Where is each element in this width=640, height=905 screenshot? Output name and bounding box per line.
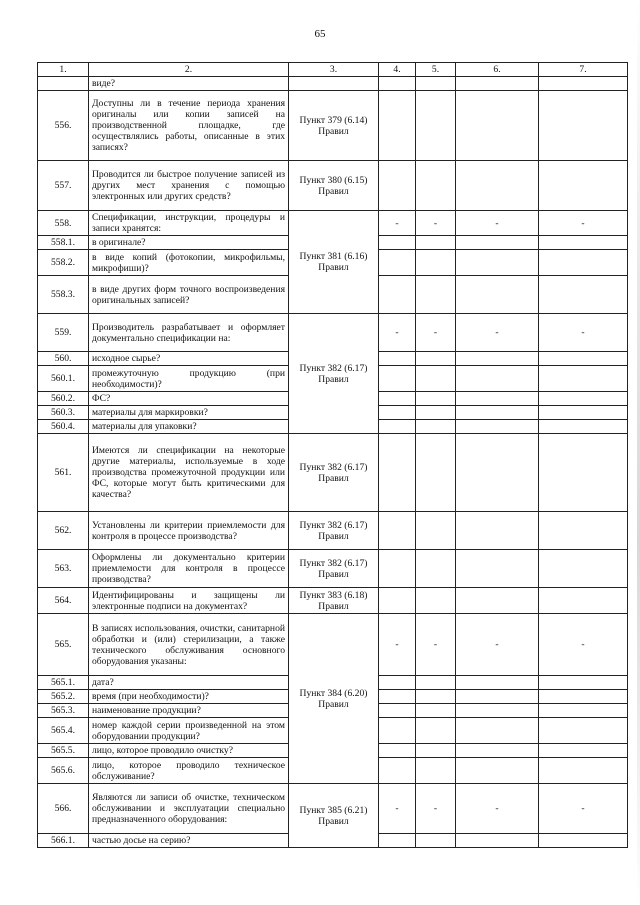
- table-row: [38, 161, 628, 211]
- table-row: [38, 614, 628, 676]
- dash-mark: -: [416, 614, 456, 676]
- column-header: 6.: [456, 63, 539, 77]
- item-number: 560.1.: [38, 366, 89, 392]
- item-number: 565.: [38, 614, 89, 676]
- item-number: 561.: [38, 434, 89, 512]
- item-number: 565.3.: [38, 704, 89, 718]
- item-number: 556.: [38, 91, 89, 161]
- item-reference: Пункт 382 (6.17) Правил: [289, 434, 379, 512]
- dash-mark: -: [379, 211, 416, 236]
- dash-mark: -: [379, 614, 416, 676]
- dash-mark: -: [539, 211, 628, 236]
- item-question: лицо, которое проводило очистку?: [89, 744, 289, 758]
- column-header: 3.: [289, 63, 379, 77]
- table-row: [38, 588, 628, 614]
- column-header: 1.: [38, 63, 89, 77]
- item-question: Проводится ли быстрое получение записей из других мест хранения с помощью электронных или других средств?: [89, 161, 289, 211]
- item-question: виде?: [89, 77, 289, 91]
- item-reference: Пункт 383 (6.18) Правил: [289, 588, 379, 614]
- item-question: Имеются ли спецификации на некоторые другие материалы, используемые в ходе производства промежуточной продукции или ФС, которые могут быть критическими для качества?: [89, 434, 289, 512]
- item-number: 563.: [38, 550, 89, 588]
- item-question: Спецификации, инструкции, процедуры и записи хранятся:: [89, 211, 289, 236]
- dash-mark: -: [416, 784, 456, 834]
- item-question: Идентифицированы и защищены ли электронные подписи на документах?: [89, 588, 289, 614]
- column-header: 7.: [539, 63, 628, 77]
- dash-mark: -: [379, 314, 416, 352]
- item-number: 558.: [38, 211, 89, 236]
- item-number: 560.2.: [38, 392, 89, 406]
- item-question: частью досье на серию?: [89, 834, 289, 848]
- item-reference: Пункт 385 (6.21) Правил: [289, 784, 379, 848]
- item-question: Производитель разрабатывает и оформляет документально спецификации на:: [89, 314, 289, 352]
- item-question: материалы для маркировки?: [89, 406, 289, 420]
- dash-mark: -: [416, 314, 456, 352]
- item-question: Оформлены ли документально критерии приемлемости для контроля в процессе производства?: [89, 550, 289, 588]
- item-question: Доступны ли в течение периода хранения оригиналы или копии записей на производственной площадке, где осуществлялись работы, описанные в этих записях?: [89, 91, 289, 161]
- item-number: 558.1.: [38, 236, 89, 250]
- item-number: 560.3.: [38, 406, 89, 420]
- column-header: 2.: [89, 63, 289, 77]
- table-header-row: [38, 63, 628, 77]
- item-number: 565.2.: [38, 690, 89, 704]
- table-row: [38, 91, 628, 161]
- item-reference: Пункт 382 (6.17) Правил: [289, 550, 379, 588]
- dash-mark: -: [456, 614, 539, 676]
- dash-mark: -: [379, 784, 416, 834]
- item-number: 566.1.: [38, 834, 89, 848]
- item-number: 565.4.: [38, 718, 89, 744]
- table-row: [38, 512, 628, 550]
- dash-mark: -: [456, 211, 539, 236]
- item-question: в оригинале?: [89, 236, 289, 250]
- item-reference: Пункт 384 (6.20) Правил: [289, 614, 379, 784]
- dash-mark: -: [539, 314, 628, 352]
- item-number: 558.3.: [38, 276, 89, 314]
- table-row: [38, 314, 628, 352]
- dash-mark: -: [539, 784, 628, 834]
- item-number: 562.: [38, 512, 89, 550]
- item-question: ФС?: [89, 392, 289, 406]
- item-question: Являются ли записи об очистке, техническом обслуживании и эксплуатации специально предназначенного оборудования:: [89, 784, 289, 834]
- dash-mark: -: [456, 784, 539, 834]
- item-question: материалы для упаковки?: [89, 420, 289, 434]
- item-question: промежуточную продукцию (при необходимости)?: [89, 366, 289, 392]
- item-question: В записях использования, очистки, санитарной обработки и (или) стерилизации, а также технического обслуживания основного оборудования указаны:: [89, 614, 289, 676]
- column-header: 5.: [416, 63, 456, 77]
- table-row: [38, 784, 628, 834]
- item-reference: Пункт 381 (6.16) Правил: [289, 211, 379, 314]
- table-row: [38, 550, 628, 588]
- item-number: 565.1.: [38, 676, 89, 690]
- table-row: [38, 211, 628, 236]
- item-number: 559.: [38, 314, 89, 352]
- page-number: 65: [314, 28, 326, 40]
- item-number: 558.2.: [38, 250, 89, 276]
- item-reference: Пункт 382 (6.17) Правил: [289, 314, 379, 434]
- item-number: 565.5.: [38, 744, 89, 758]
- item-number: 566.: [38, 784, 89, 834]
- table-row: [38, 434, 628, 512]
- item-number: 557.: [38, 161, 89, 211]
- item-question: номер каждой серии произведенной на этом оборудовании продукции?: [89, 718, 289, 744]
- item-question: в виде копий (фотокопии, микрофильмы, микрофиши)?: [89, 250, 289, 276]
- dash-mark: -: [539, 614, 628, 676]
- item-question: в виде других форм точного воспроизведения оригинальных записей?: [89, 276, 289, 314]
- item-number: 560.: [38, 352, 89, 366]
- item-question: дата?: [89, 676, 289, 690]
- column-header: 4.: [379, 63, 416, 77]
- dash-mark: -: [416, 211, 456, 236]
- item-question: исходное сырье?: [89, 352, 289, 366]
- item-question: наименование продукции?: [89, 704, 289, 718]
- table-row: [38, 77, 628, 91]
- item-question: время (при необходимости)?: [89, 690, 289, 704]
- dash-mark: -: [456, 314, 539, 352]
- item-number: 560.4.: [38, 420, 89, 434]
- item-number: [38, 77, 89, 91]
- item-question: лицо, которое проводило техническое обслуживание?: [89, 758, 289, 784]
- item-reference: Пункт 379 (6.14) Правил: [289, 91, 379, 161]
- item-number: 564.: [38, 588, 89, 614]
- item-number: 565.6.: [38, 758, 89, 784]
- item-reference: Пункт 380 (6.15) Правил: [289, 161, 379, 211]
- item-reference: Пункт 382 (6.17) Правил: [289, 512, 379, 550]
- item-question: Установлены ли критерии приемлемости для контроля в процессе производства?: [89, 512, 289, 550]
- checklist-table: [37, 62, 628, 848]
